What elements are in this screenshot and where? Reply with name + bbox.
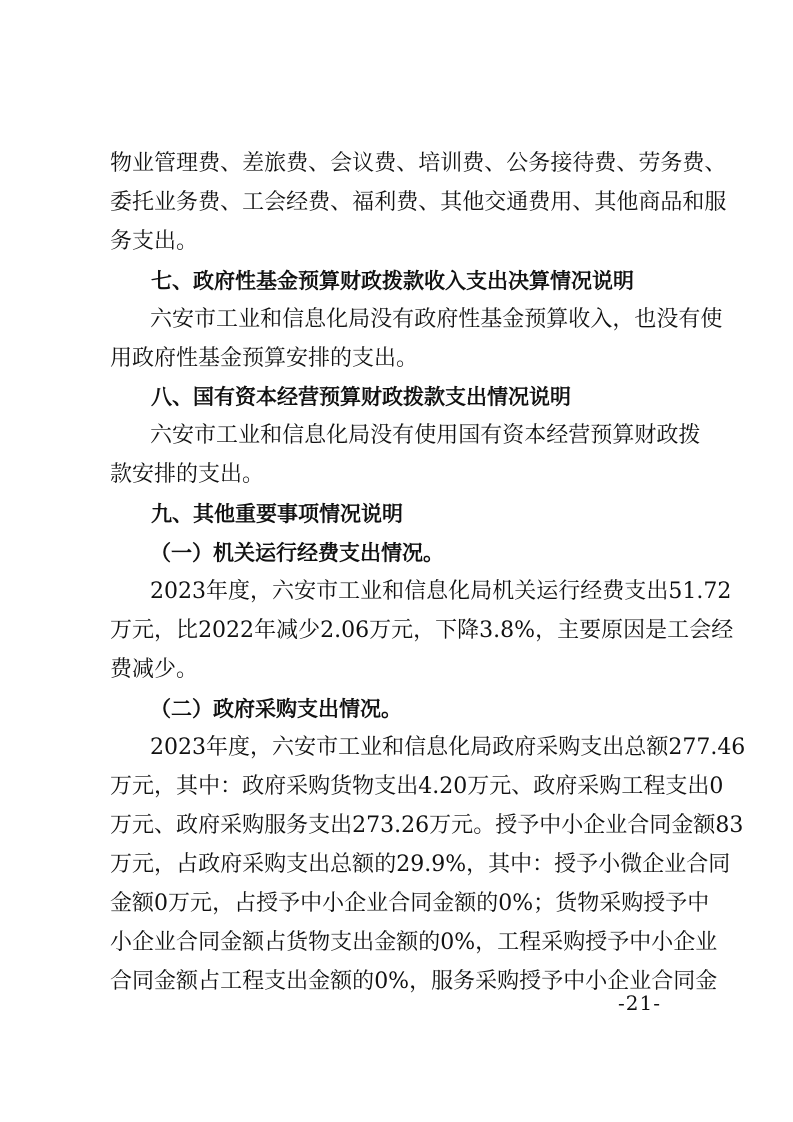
body-text-line: 2023 年 度 ， 六 安 市 工 业 和 信 息 化 局 政 府 采 购 支 出 总 额 277.46 [150,735,746,760]
subsection-heading-1: （一）机关运行经费支出情况。 [150,541,444,565]
body-text-line: 委 托 业 务 费 、 工 会 经 费 、 福 利 费 、 其 他 交 通 费 用 、 其 他 商 品 和 服 [110,190,727,215]
body-text-line: 合 同 金 额 占 工 程 支 出 金 额 的 0% ， 服 务 采 购 授 予 中 小 企 业 合 同 金 [110,969,718,994]
body-text-line: 物 业 管 理 费 、 差 旅 费 、 会 议 费 、 培 训 费 、 公 务 接 待 费 、 劳 务 费 、 [110,151,727,176]
body-text-line: 万 元 、 政 府 采 购 服 务 支 出 273.26 万 元 。 授 予 中 小 企 业 合 同 金 额 83 [110,813,744,838]
body-text-line: 用政府性基金预算安排的支出。 [110,346,419,371]
body-text-line: 小 企 业 合 同 金 额 占 货 物 支 出 金 额 的 0% ， 工 程 采 购 授 予 中 小 企 业 [110,930,718,955]
body-text-line: 万 元 ， 比 2022 年 减 少 2.06 万 元 ， 下 降 3.8% ， 主 要 原 因 是 工 会 经 [110,618,734,643]
body-text-line: 款安排的支出。 [110,462,265,487]
body-text-line: 六 安 市 工 业 和 信 息 化 局 没 有 政 府 性 基 金 预 算 收 入 ， 也 没 有 使 [150,307,723,332]
page-number: -21- [618,991,661,1015]
subsection-heading-2: （二）政府采购支出情况。 [150,697,402,721]
section-heading-9: 九、其他重要事项情况说明 [151,502,403,526]
body-text-line: 费减少。 [110,657,199,682]
body-text-line: 万 元 ， 占 政 府 采 购 支 出 总 额 的 29.9% ， 其 中 ： 授 予 小 微 企 业 合 同 [110,852,731,877]
section-heading-8: 八、国有资本经营预算财政拨款支出情况说明 [151,385,571,409]
body-text-line: 六 安 市 工 业 和 信 息 化 局 没 有 使 用 国 有 资 本 经 营 预 算 财 政 拨 [150,423,701,448]
section-heading-7: 七、政府性基金预算财政拨款收入支出决算情况说明 [151,269,634,293]
body-text-line: 2023 年 度 ， 六 安 市 工 业 和 信 息 化 局 机 关 运 行 经 费 支 出 51.72 [150,579,732,604]
body-text-line: 万 元 ， 其 中 ： 政 府 采 购 货 物 支 出 4.20 万 元 、 政 府 采 购 工 程 支 出 0 [110,774,724,799]
body-text-line: 务支出。 [110,229,199,254]
body-text-line: 金 额 0 万 元 ， 占 授 予 中 小 企 业 合 同 金 额 的 0% ； 货 物 采 购 授 予 中 [110,891,710,916]
